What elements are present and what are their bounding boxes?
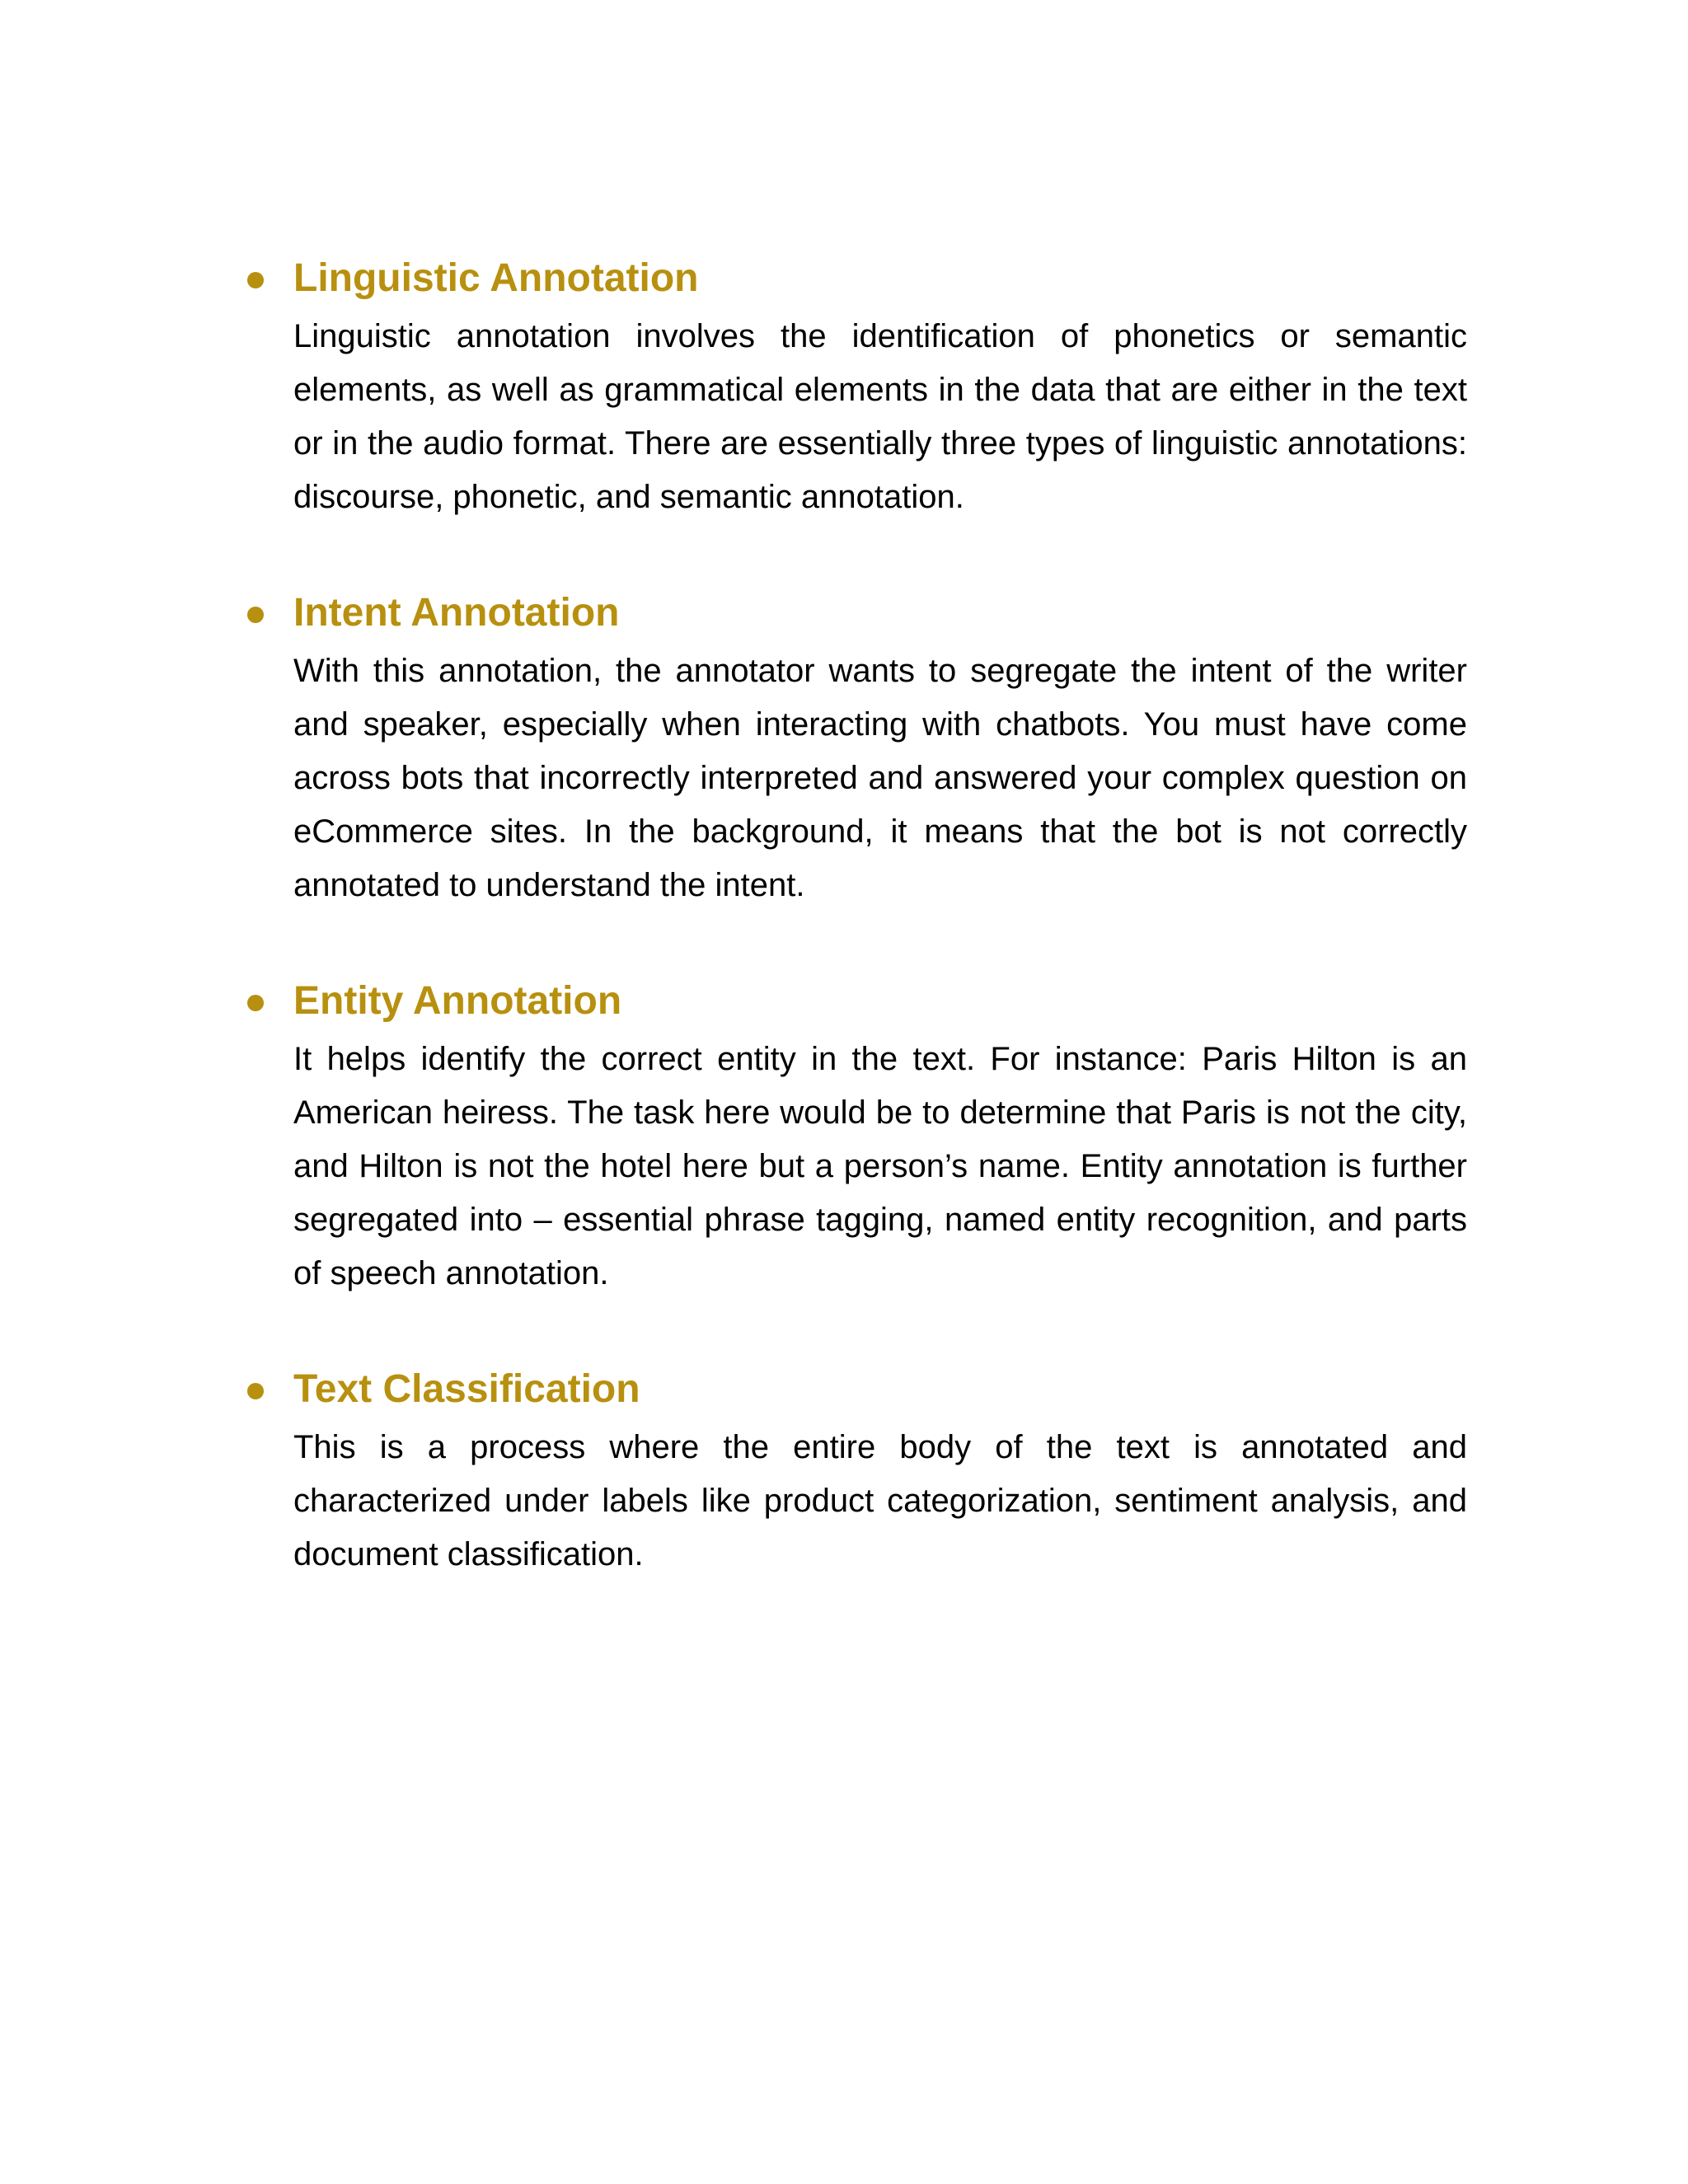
section-body: It helps identify the correct entity in the text. For instance: Paris Hilton is an American heiress. The task here would be to determine that Paris is not the city, and Hilton is not the hotel here but a person’s name. Entity annotation is further segregated into – essential phrase tagging, named entity recognition, and parts of speech annotation.	[293, 1041, 1467, 1291]
bullet-list	[247, 247, 1467, 1639]
section-body: With this annotation, the annotator wants to segregate the intent of the writer and speaker, especially when interacting with chatbots. You must have come across bots that incorrectly interpreted and answered your complex question on eCommerce sites. In the background, it means that the bot is not correctly annotated to understand the intent.	[293, 653, 1467, 903]
section-heading: Intent Annotation	[293, 591, 620, 635]
section-body: This is a process where the entire body of the text is annotated and characterized under labels like product categorization, sentiment analysis, and document classification.	[293, 1429, 1467, 1572]
bullet-dot-icon	[247, 272, 264, 288]
section-text-classification	[247, 1358, 1467, 1582]
section-intent-annotation	[247, 582, 1467, 912]
bullet-dot-icon	[247, 607, 264, 623]
section-heading: Linguistic Annotation	[293, 256, 699, 300]
section-linguistic-annotation	[247, 247, 1467, 524]
section-heading: Text Classification	[293, 1367, 640, 1411]
section-entity-annotation	[247, 970, 1467, 1301]
bullet-dot-icon	[247, 1383, 264, 1399]
section-heading: Entity Annotation	[293, 979, 622, 1023]
bullet-dot-icon	[247, 995, 264, 1011]
section-body: Linguistic annotation involves the identification of phonetics or semantic elements, as well as grammatical elements in the data that are either in the text or in the audio format. There are essentially three types of linguistic annotations: discourse, phonetic, and semantic annotation.	[293, 318, 1467, 515]
